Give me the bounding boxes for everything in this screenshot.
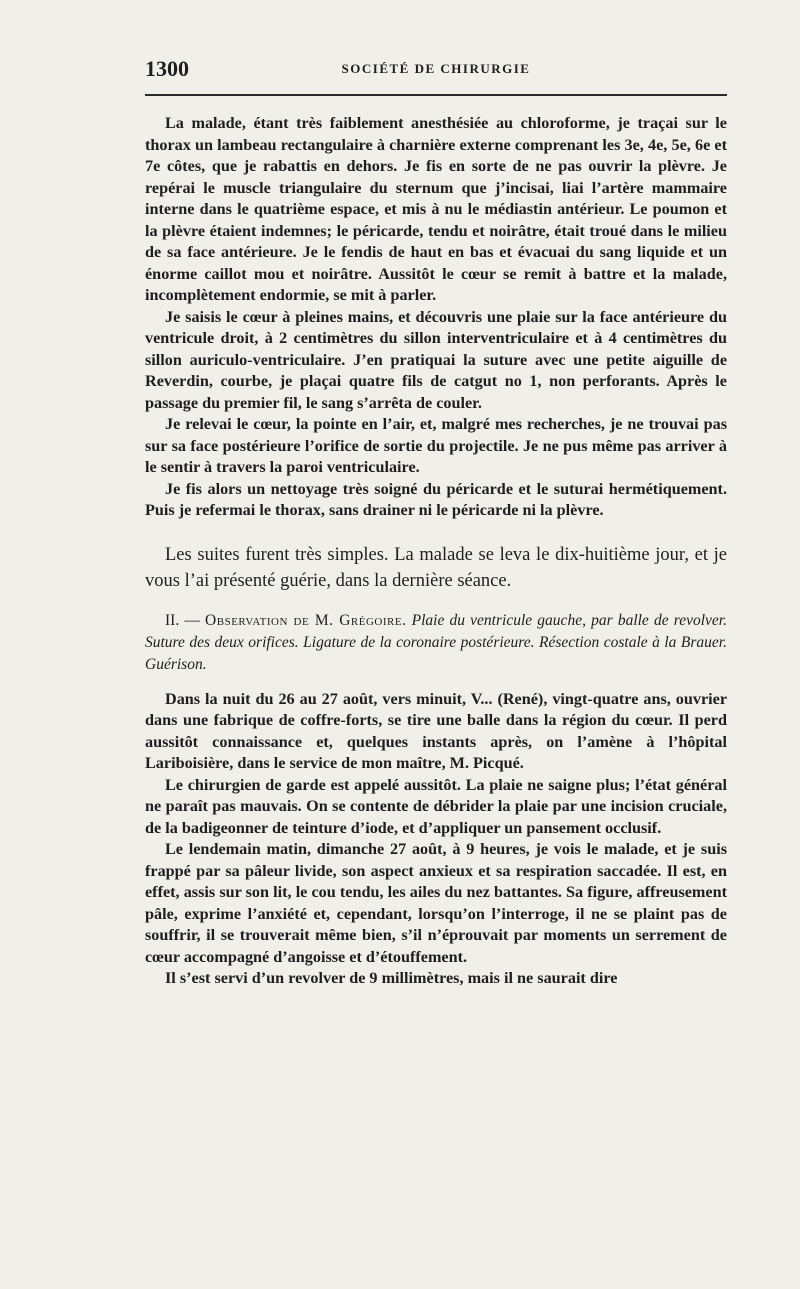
paragraph: Dans la nuit du 26 au 27 août, vers minuit, V... (René), vingt-quatre ans, ouvrier dans une fabrique de coffre-forts, se tire une balle dans la région du cœur. Il perd aussitôt connaissance et, quelques instants après, on l’amène à l’hôpital Lariboisière, dans le service de mon maître, M. Picqué. — [145, 689, 727, 772]
paragraph-conclusion: Les suites furent très simples. La malade se leva le dix-huitième jour, et je vous l’ai présenté guérie, dans la dernière séance. — [145, 544, 727, 591]
paragraph: Le lendemain matin, dimanche 27 août, à 9 heures, je vois le malade, et je suis frappé par sa pâleur livide, son aspect anxieux et sa respiration saccadée. Il est, en effet, assis sur son lit, le cou tendu, les ailes du nez battantes. Sa figure, affreusement pâle, exprime l’anxiété et, cependant, lorsqu’on l’interroge, il ne se plaint pas de souffrir, il se trouverait même bien, s’il n’éprouvait par moments un serrement de cœur accompagné d’angoisse et d’étouffement. — [145, 840, 727, 966]
observation-heading — [145, 610, 727, 676]
paragraph: Le chirurgien de garde est appelé aussitôt. La plaie ne saigne plus; l’état général ne paraît pas mauvais. On se contente de débrider la plaie par une incision cruciale, de la badigeonner de teinture d’iode, et d’appliquer un pansement occlusif. — [145, 775, 727, 837]
paragraph: Je fis alors un nettoyage très soigné du péricarde et le suturai hermétiquement. Puis je refermai le thorax, sans drainer ni le péricarde ni la plèvre. — [145, 479, 727, 519]
observation-title: Plaie du ventricule gauche, par balle de revolver. Suture des deux orifices. Ligature de la coronaire postérieure. Résection costale à la Brauer. Guérison. — [145, 611, 727, 673]
paragraph: La malade, étant très faiblement anesthésiée au chloroforme, je traçai sur le thorax un lambeau rectangulaire à charnière externe comprenant les 3e, 4e, 5e, 6e et 7e côtes, que je rabattis en dehors. Je fis en sorte de ne pas ouvrir la plèvre. Je repérai le muscle triangulaire du sternum que j’incisai, liai l’artère mammaire interne dans le quatrième espace, et mis à nu le médiastin antérieur. Le poumon et la plèvre étaient indemnes; le péricarde, tendu et noirâtre, était troué dans le milieu de sa face antérieure. Je le fendis de haut en bas et évacuai du sang liquide et un énorme caillot mou et noirâtre. Aussitôt le cœur se remit à battre et la malade, incomplètement endormie, se mit à parler. — [145, 114, 727, 304]
paragraph: Je saisis le cœur à pleines mains, et découvris une plaie sur la face antérieure du ventricule droit, à 2 centimètres du sillon interventriculaire et à 4 centimètres du sillon auriculo-ventriculaire. J’en pratiquai la suture avec une petite aiguille de Reverdin, courbe, je plaçai quatre fils de catgut no 1, non perforants. Après le passage du premier fil, le sang s’arrêta de couler. — [145, 307, 727, 412]
paragraph: Il s’est servi d’un revolver de 9 millimètres, mais il ne saurait dire — [165, 969, 618, 987]
observation-label: Observation de M. Grégoire. — [205, 611, 407, 629]
header-rule — [145, 94, 727, 96]
running-title: SOCIÉTÉ DE CHIRURGIE — [341, 61, 531, 76]
body-text — [145, 108, 727, 990]
paragraph: Je relevai le cœur, la pointe en l’air, et, malgré mes recherches, je ne trouvai pas sur sa face postérieure l’orifice de sortie du projectile. Je ne pus même pas arriver à le sentir à travers la paroi ventriculaire. — [145, 415, 727, 476]
observation-numeral: II. — — [165, 611, 206, 629]
page-number: 1300 — [145, 56, 189, 81]
page-header — [145, 56, 727, 80]
